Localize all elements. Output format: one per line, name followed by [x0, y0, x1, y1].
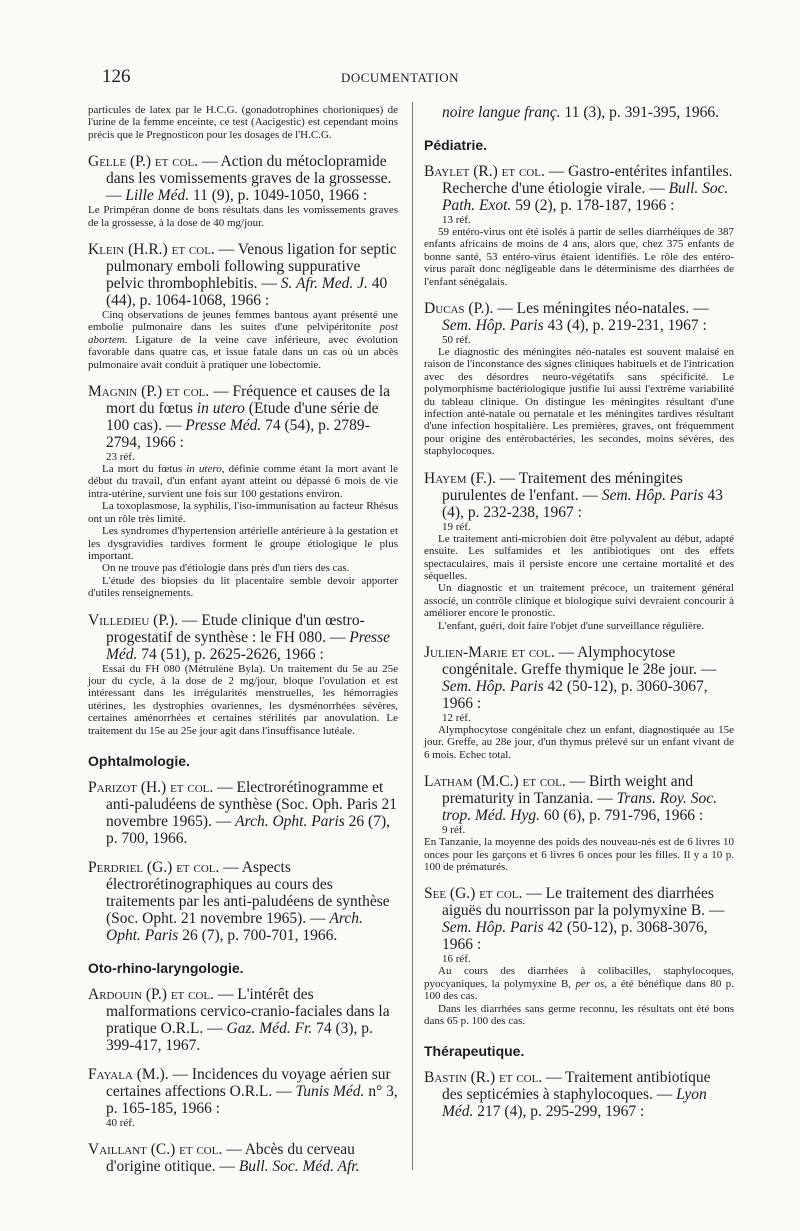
bib-entry-gelle [88, 153, 398, 229]
reference-count: 13 réf. [442, 214, 471, 226]
bib-entry-perdriel [88, 859, 398, 944]
bib-entry-magnin [88, 383, 398, 599]
reference: Klein (H.R.) et col. — Venous ligation for septic pulmonary emboli following suppurative pelvic thrombophlebitis. — S. Afr. Med. J. 40 (44), p. 1064-1068, 1966 : [88, 241, 397, 310]
bib-entry-vaillant [88, 1141, 398, 1175]
reference: See (G.) et col. — Le traitement des diarrhées aiguës du nourrisson par la polymyxine B. — Sem. Hôp. Paris 42 (50-12), p. 3068-3076, 1966 : [424, 885, 725, 954]
abstract: Le traitement anti-microbien doit être polyvalent au début, adapté ensuite. Les sulfamides et les antibiotiques ont des effets spectaculaires, mais il persiste encore une certaine mortalité et des séquelles. Un diagnostic et un traitement précoce, un traitement général associé, un contrôle clinique et biologique suivi devraient concourir à améliorer encore le pronostic. L'enfant, guéri, doit faire l'objet d'une surveillance régulière. [424, 532, 734, 632]
reference-count: 50 réf. [442, 334, 471, 347]
continued-reference: noire langue franç. 11 (3), p. 391-395, 1966. [442, 104, 719, 121]
abstract: Cinq observations de jeunes femmes bantous ayant présenté une embolie pulmonaire dans les suites d'une pelvipéritonite post abortem. Ligature de la veine cave inférieure, avec évolution favorable dans quatre cas, et issue fatale dans un cas où un abcès pulmonaire avait conduit à pratiquer une lobectomie. [88, 309, 398, 371]
reference-count: 16 réf. [442, 953, 471, 966]
bib-entry-julien-marie [424, 644, 734, 761]
reference-count: 23 réf. [106, 451, 135, 464]
bib-entry-see [424, 885, 734, 1027]
section-heading: Oto-rhino-laryngologie. [88, 959, 244, 976]
continued-abstract: particules de latex par le H.C.G. (gonadotrophines chorioniques) de l'urine de la femme enceinte, ce test (Aacigestic) est cependant moins précis que le Pregnosticon pour les dosages de l'H.C.G. [88, 104, 398, 141]
section-heading: Thérapeutique. [424, 1043, 525, 1060]
reference: Vaillant (C.) et col. — Abcès du cerveau d'origine otitique. — Bull. Soc. Méd. Afr. [88, 1140, 360, 1175]
abstract: Alymphocytose congénitale chez un enfant, diagnostiquée au 15e jour. Greffe, au 28e jour, d'un thymus prélevé sur un enfant vivant de 6 mois. Echec total. [424, 723, 734, 761]
abstract: Essai du FH 080 (Métrulène Byla). Un traitement du 5e au 25e jour du cycle, à la dose de 2 mg/jour, bloque l'ovulation et est intéressant dans les irrégularités menstruelles, les hémorragies utérines, les dystrophies ovariennes, les dysménorrhées sévères, certaines aménorrhées et certaines stérilités par anovulation. Le traitement du 15e au 25e jour agit dans l'insuffisance lutéale. [88, 662, 398, 737]
reference: Perdriel (G.) et col. — Aspects électrorétinographiques au cours des traitements par les anti-paludéens de synthèse (Soc. Opht. 21 novembre 1965). — Arch. Opht. Paris 26 (7), p. 700-701, 1966. [88, 858, 390, 944]
abstract: 59 entéro-virus ont été isolés à partir de selles diarrhéiques de 387 enfants africains de moins de 4 ans, alors que, chez 375 enfants de bonne santé, 53 entéro-virus étaient identifiés. Le rôle des entéro-virus paraît donc négligeable dans le déterminisme des diarrhées de l'enfant sénégalais. [424, 226, 734, 288]
bib-entry-hayem [424, 470, 734, 632]
bib-entry-ducas [424, 300, 734, 458]
bib-entry-latham [424, 773, 734, 873]
reference: Parizot (H.) et col. — Electrorétinogramme et anti-paludéens de synthèse (Soc. Oph. Paris 21 novembre 1965). — Arch. Opht. Paris 26 (7), p. 700, 1966. [88, 778, 397, 847]
abstract: Au cours des diarrhées à colibacilles, staphylocoques, pyocyaniques, la polymyxine B, per os, a été bénéfique dans 80 p. 100 des cas. Dans les diarrhées sans germe reconnu, les résultats ont été bons dans 65 p. 100 des cas. [424, 965, 734, 1027]
reference: Villedieu (P.). — Etude clinique d'un œstro-progestatif de synthèse : le FH 080. — Presse Méd. 74 (51), p. 2625-2626, 1966 : [88, 611, 390, 663]
reference: Ducas (P.). — Les méningites néo-natales. — Sem. Hôp. Paris 43 (4), p. 219-231, 1967 : [424, 300, 709, 335]
bib-entry-ardouin [88, 986, 398, 1054]
right-column [424, 104, 734, 1132]
page-number: 126 [102, 66, 131, 87]
reference: Ardouin (P.) et col. — L'intérêt des malformations cervico-cranio-faciales dans la pratique O.R.L. — Gaz. Méd. Fr. 74 (3), p. 399-417, 1967. [88, 985, 390, 1054]
left-column [88, 104, 398, 1187]
reference-count: 12 réf. [442, 711, 471, 724]
reference: Bastin (R.) et col. — Traitement antibiotique des septicémies à staphylocoques. — Lyon Méd. 217 (4), p. 295-299, 1967 : [424, 1069, 711, 1121]
reference-count: 19 réf. [442, 520, 471, 533]
section-heading: Ophtalmologie. [88, 752, 190, 769]
reference: Gelle (P.) et col. — Action du métoclopramide dans les vomissements graves de la grossesse. — Lille Méd. 11 (9), p. 1049-1050, 1966 : [88, 153, 392, 205]
bib-entry-fayala [88, 1066, 398, 1129]
reference: Baylet (R.) et col. — Gastro-entérites infantiles. Recherche d'une étiologie virale. — Bull. Soc. Path. Exot. 59 (2), p. 178-187, 1966 : [424, 163, 733, 214]
abstract: Le diagnostic des méningites néo-natales est souvent malaisé en raison de l'inconstance des signes cliniques habituels et de l'intrication avec des désordres neuro-végétatifs sans spécificité. Le polymorphisme bactériologique justifie lui aussi l'extrême variabilité du tableau clinique. On distingue les méningites résultant d'une infection anté-natale ou pernatale et les méningites tardives résultant d'une infection hospitalière. Les premières, graves, ont fréquemment pour origine des entérobactéries, les secondes, moins sévères, des staphylocoques. [424, 346, 734, 458]
reference: Julien-Marie et col. — Alymphocytose congénitale. Greffe thymique le 28e jour. — Sem. Hôp. Paris 42 (50-12), p. 3060-3067, 1966 : [424, 643, 717, 712]
reference: Hayem (F.). — Traitement des méningites purulentes de l'enfant. — Sem. Hôp. Paris 43 (4), p. 232-238, 1967 : [424, 469, 723, 521]
reference-count: 40 réf. [106, 1116, 135, 1129]
reference: Fayala (M.). — Incidences du voyage aérien sur certaines affections O.R.L. — Tunis Méd. n° 3, p. 165-185, 1966 : [88, 1065, 398, 1117]
bib-entry-bastin [424, 1069, 734, 1120]
running-title: DOCUMENTATION [340, 70, 460, 85]
abstract: En Tanzanie, la moyenne des poids des nouveau-nés est de 6 livres 10 onces pour les garçons et 6 livres 6 onces pour les filles. Il y a 10 p. 100 de prématurés. [424, 836, 734, 873]
bib-entry-baylet [424, 163, 734, 288]
reference-count: 9 réf. [442, 824, 466, 837]
section-heading: Pédiatrie. [424, 137, 488, 153]
column-divider [412, 102, 413, 1170]
abstract: Le Primpéran donne de bons résultats dans les vomissements graves de la grossesse, à la dose de 40 mg/jour. [88, 204, 398, 229]
bib-entry-villedieu [88, 612, 398, 737]
reference: Latham (M.C.) et col. — Birth weight and prematurity in Tanzania. — Trans. Roy. Soc. trop. Méd. Hyg. 60 (6), p. 791-796, 1966 : [424, 773, 717, 825]
bib-entry-klein [88, 241, 398, 371]
abstract: La mort du fœtus in utero, définie comme étant la mort avant le début du travail, d'un enfant ayant atteint ou dépassé 6 mois de vie intra-utérine, survient une fois sur 100 gestations environ. La toxoplasmose, la syphilis, l'iso-immunisation au facteur Rhésus ont un rôle très limité. Les syndromes d'hypertension artérielle antérieure à la gestation et les dysgravidies tardives forment le groupe étiologique le plus important. On ne trouve pas d'étiologie dans près d'un tiers des cas. L'étude des biopsies du lit placentaire semble devoir apporter d'utiles renseignements. [88, 463, 398, 600]
bib-entry-parizot [88, 779, 398, 847]
reference: Magnin (P.) et col. — Fréquence et causes de la mort du fœtus in utero (Etude d'une série de 100 cas). — Presse Méd. 74 (54), p. 2789-2794, 1966 : [88, 383, 391, 452]
